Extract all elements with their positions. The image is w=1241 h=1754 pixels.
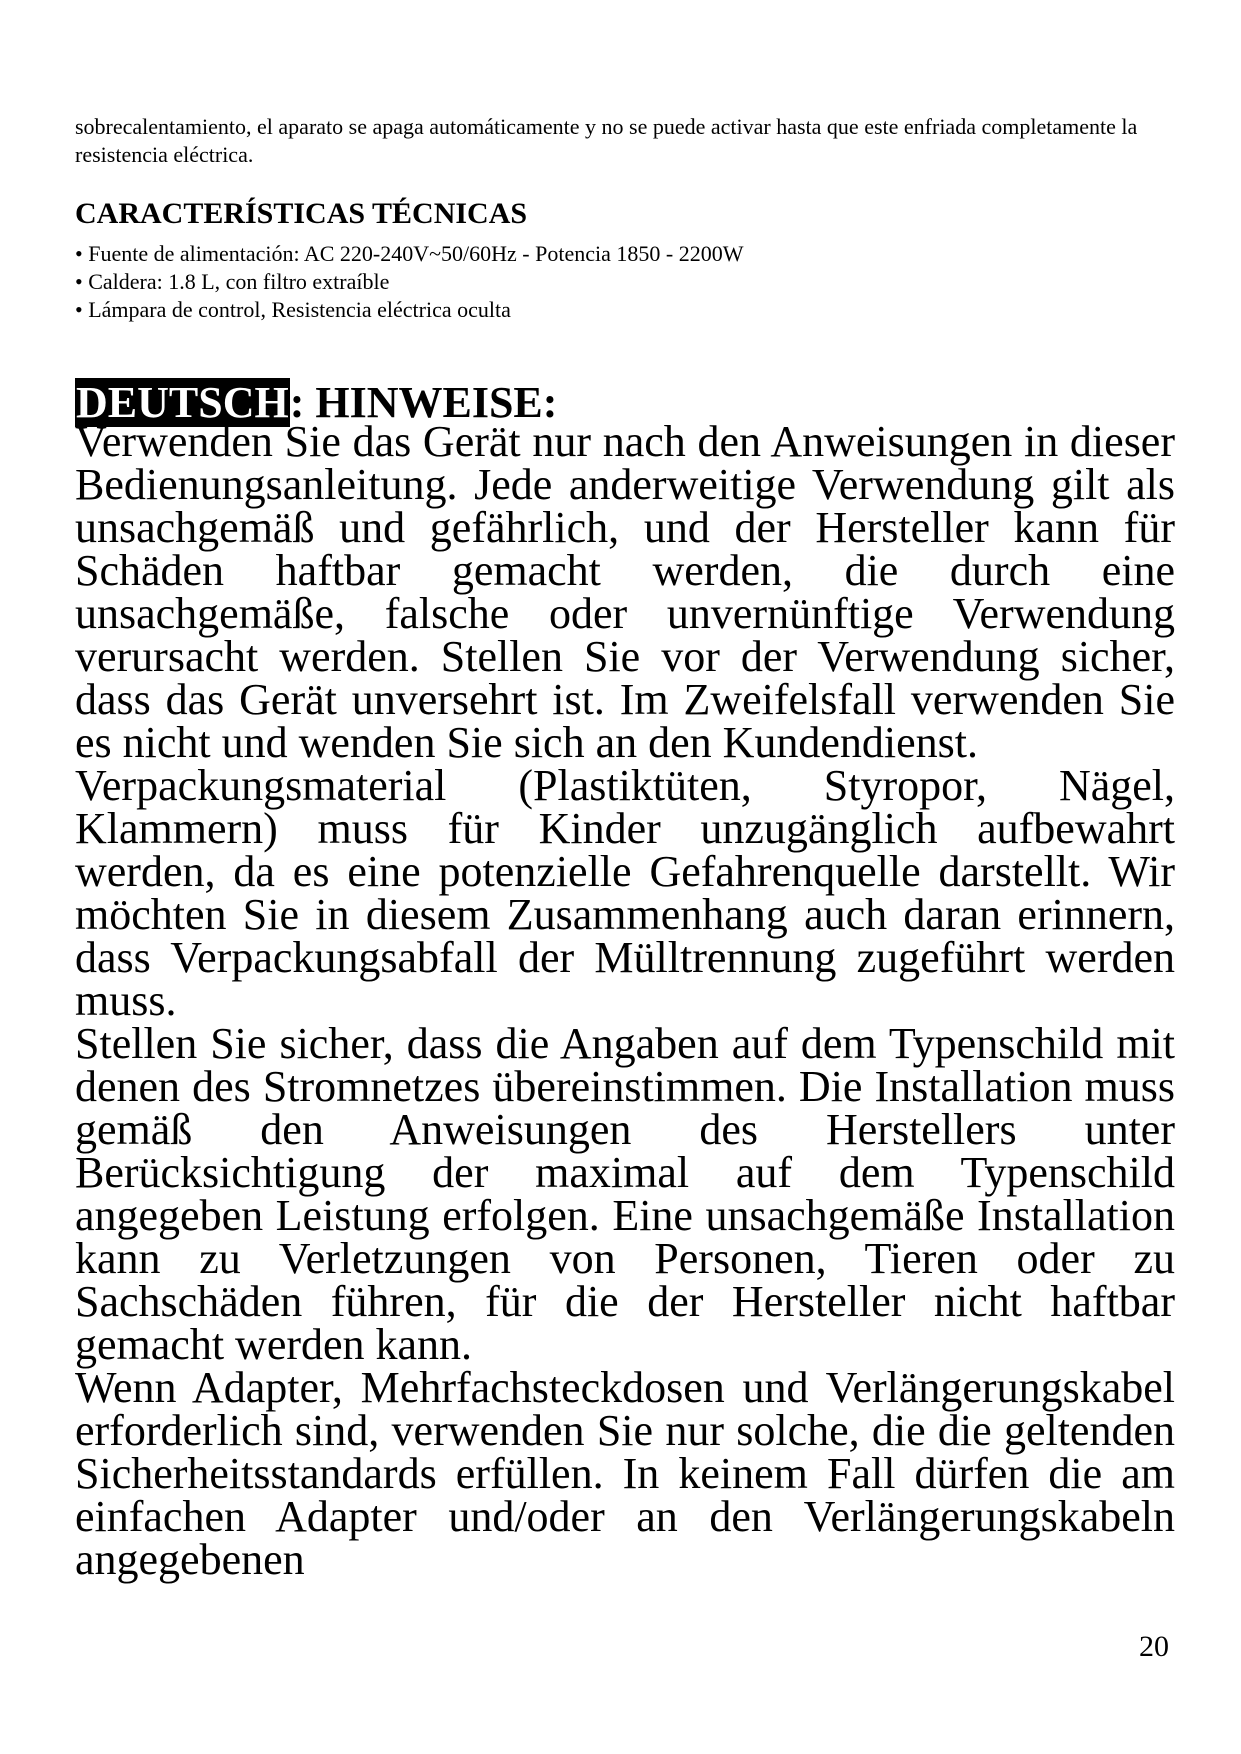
german-paragraph-installation: Stellen Sie sicher, dass die Angaben auf dem Typenschild mit denen des Stromnetzes übereinstimmen. Die Installation muss gemäß den Anweisungen des Herstellers unter Berücksichtigung der maximal auf dem Typenschild angegeben Leistung erfolgen. Eine unsachgemäße Installation kann zu Verletzungen von Personen, Tieren oder zu Sachschäden führen, für die der Hersteller nicht haftbar gemacht werden kann. [75, 1019, 1175, 1369]
spanish-intro-text: sobrecalentamiento, el aparato se apaga automáticamente y no se puede activar hasta que este enfriada completamente la resistencia eléctrica. [75, 114, 1138, 167]
spec-item-boiler: • Caldera: 1.8 L, con filtro extraíble [75, 268, 1075, 296]
language-label: DEUTSCH [76, 378, 289, 427]
german-paragraph-adapters: Wenn Adapter, Mehrfachsteckdosen und Verlängerungskabel erforderlich sind, verwenden Sie nur solche, die die geltenden Sicherheitsstandards erfüllen. In keinem Fall dürfen die am einfachen Adapter und/oder an den Verlängerungskabeln angegebenen [75, 1363, 1175, 1584]
german-paragraph-packaging: Verpackungsmaterial (Plastiktüten, Styropor, Nägel, Klammern) muss für Kinder unzugänglich aufbewahrt werden, da es eine potenzielle Gefahrenquelle darstellt. Wir möchten Sie in diesem Zusammenhang auch daran erinnern, dass Verpackungsabfall der Mülltrennung zugeführt werden muss. [75, 761, 1175, 1025]
spec-item-lamp: • Lámpara de control, Resistencia eléctrica oculta [75, 296, 1075, 324]
spec-heading: CARACTERÍSTICAS TÉCNICAS [75, 197, 528, 230]
german-paragraph-usage: Verwenden Sie das Gerät nur nach den Anweisungen in dieser Bedienungsanleitung. Jede anderweitige Verwendung gilt als unsachgemäß und gefährlich, und der Hersteller kann für Schäden haftbar gemacht werden, die durch eine unsachgemäße, falsche oder unvernünftige Verwendung verursacht werden. Stellen Sie vor der Verwendung sicher, dass das Gerät unversehrt ist. Im Zweifelsfall verwenden Sie es nicht und wenden Sie sich an den Kundendienst. [75, 417, 1175, 767]
page-number: 20 [1139, 1630, 1169, 1663]
german-body [75, 417, 1175, 1584]
german-heading-suffix: : HINWEISE: [289, 378, 558, 427]
spec-list [75, 240, 1075, 324]
spec-item-power: • Fuente de alimentación: AC 220-240V~50/60Hz - Potencia 1850 - 2200W [75, 240, 1075, 268]
